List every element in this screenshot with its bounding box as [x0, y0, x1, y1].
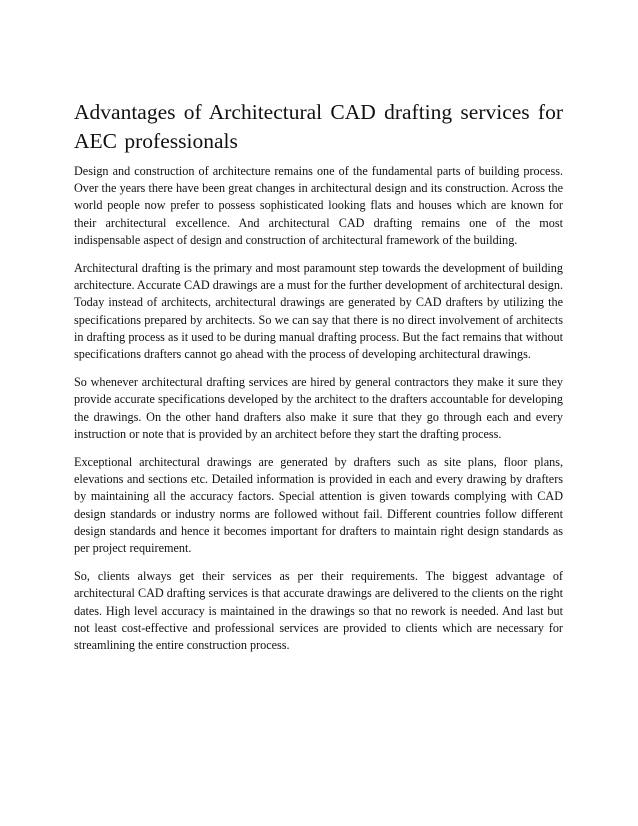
paragraph-1: Design and construction of architecture remains one of the fundamental parts of building process. Over the years there have been great changes in architectural design and its construction. Across the world people now prefer to possess sophisticated looking flats and houses which are known for their architectural excellence. And architectural CAD drafting remains one of the most indispensable aspect of design and construction of architectural framework of the building. [74, 164, 563, 247]
document-title: Advantages of Architectural CAD drafting services for AEC professionals [74, 100, 563, 153]
paragraph-3: So whenever architectural drafting services are hired by general contractors they make it sure they provide accurate specifications developed by the architect to the drafters accountable for developing the drawings. On the other hand drafters also make it sure that they go through each and every instruction or note that is provided by an architect before they start the drafting process. [74, 375, 563, 441]
paragraph-2: Architectural drafting is the primary and most paramount step towards the development of building architecture. Accurate CAD drawings are a must for the further development of architectural design. Today instead of architects, architectural drawings are generated by CAD drafters by utilizing the specifications prepared by architects. So we can say that there is no direct involvement of architects in drafting process as it used to be during manual drafting process. But the fact remains that without specifications drafters cannot go ahead with the process of developing architectural drawings. [74, 261, 563, 362]
document-page [74, 98, 563, 665]
paragraph-5: So, clients always get their services as per their requirements. The biggest advantage of architectural CAD drafting services is that accurate drawings are delivered to the clients on the right dates. High level accuracy is maintained in the drawings so that no rework is needed. And last but not least cost-effective and professional services are provided to clients which are necessary for streamlining the entire construction process. [74, 569, 563, 653]
paragraph-4: Exceptional architectural drawings are generated by drafters such as site plans, floor plans, elevations and sections etc. Detailed information is provided in each and every drawing by drafters by maintaining all the accuracy factors. Special attention is given towards complying with CAD design standards or industry norms are followed without fail. Different countries follow different design standards and hence it becomes important for drafters to maintain right design standards as per project requirement. [74, 455, 563, 556]
